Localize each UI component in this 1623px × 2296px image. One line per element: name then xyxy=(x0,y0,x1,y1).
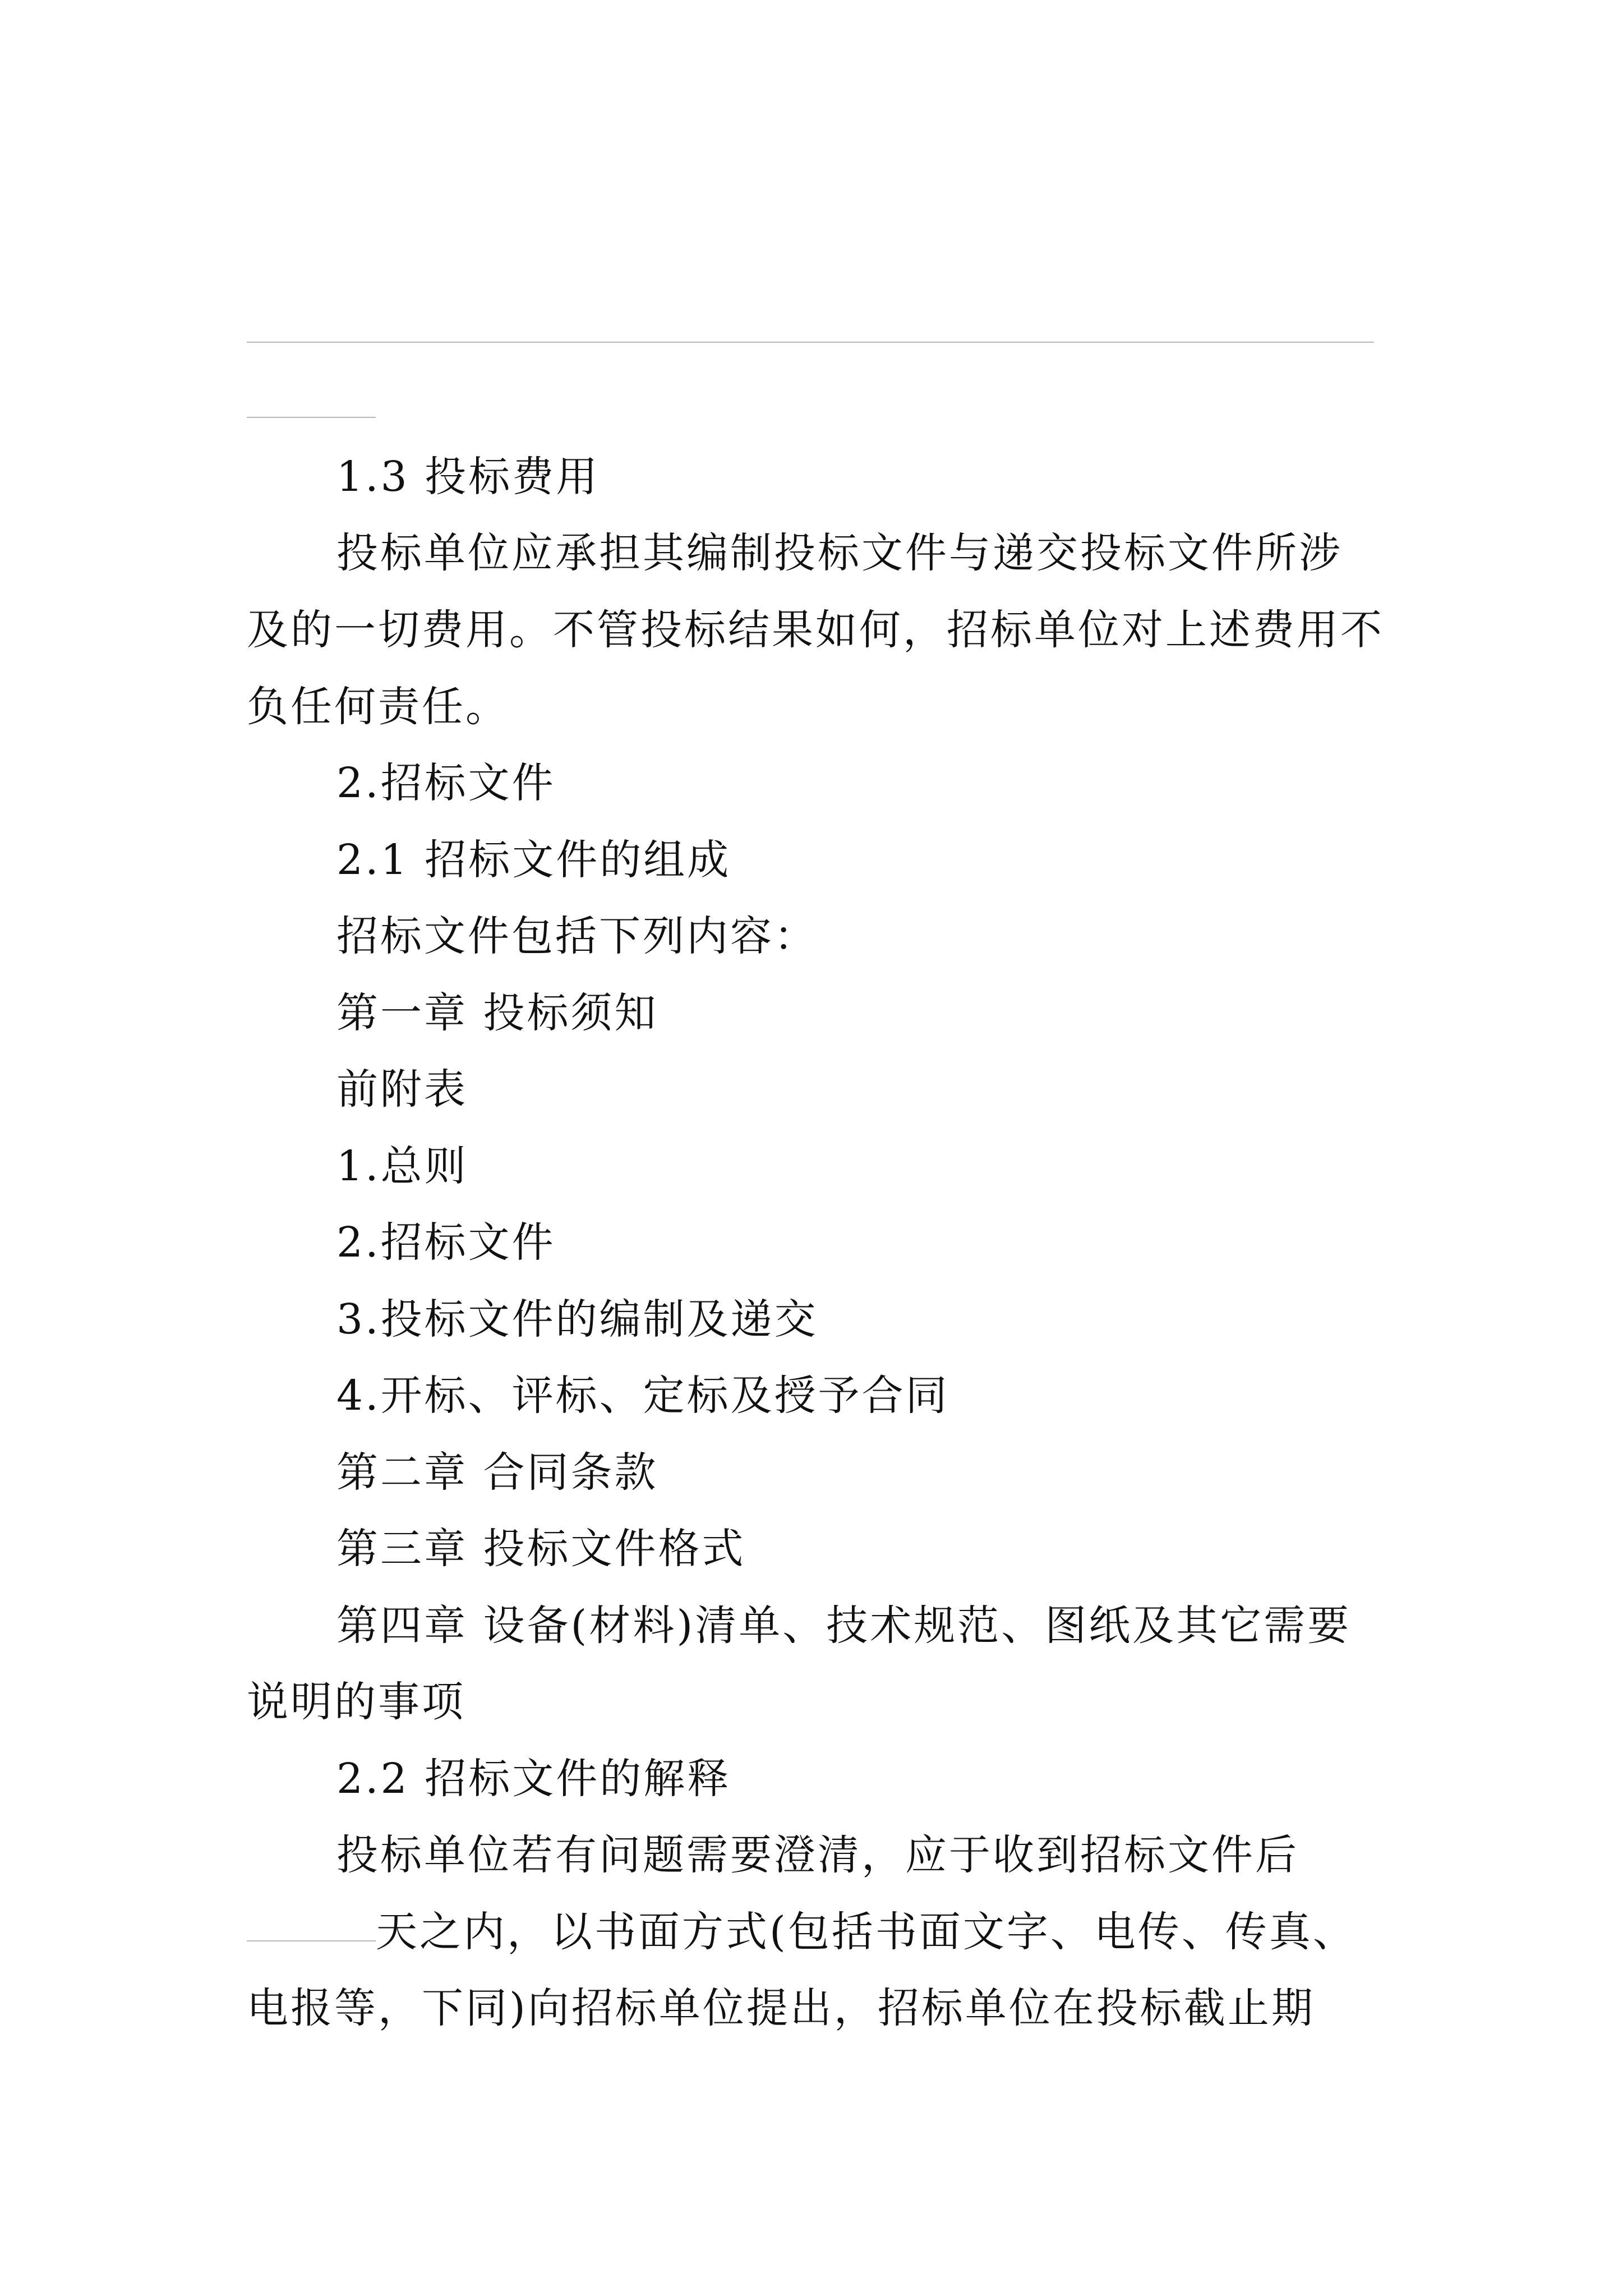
paragraph-line: 招标文件包括下列内容： xyxy=(336,912,818,960)
section-heading-1-3: 1.3 投标费用 xyxy=(336,453,600,501)
section-heading-2-2: 2.2 招标文件的解释 xyxy=(336,1755,731,1803)
paragraph-line: 及的一切费用。不管投标结果如何，招标单位对上述费用不 xyxy=(247,606,1384,654)
paragraph-line: 投标单位若有问题需要澄清，应于收到招标文件后 xyxy=(336,1831,1299,1879)
divider-line-short xyxy=(247,417,376,418)
section-heading-2-1: 2.1 招标文件的组成 xyxy=(336,836,731,884)
list-item: 第一章 投标须知 xyxy=(336,989,658,1037)
list-item: 第三章 投标文件格式 xyxy=(336,1525,746,1573)
list-item: 1.总则 xyxy=(336,1142,468,1190)
section-heading-2: 2.招标文件 xyxy=(336,759,556,807)
divider-line xyxy=(247,342,1374,343)
fill-in-blank xyxy=(247,1901,376,1941)
paragraph-line-with-blank xyxy=(247,1901,1391,1963)
list-item: 第四章 设备(材料)清单、技术规范、图纸及其它需要 xyxy=(336,1602,1352,1650)
list-item: 4.开标、评标、定标及授予合同 xyxy=(336,1372,949,1420)
paragraph-line-text: 天之内，以书面方式(包括书面文字、电传、传真、 xyxy=(376,1908,1357,1956)
list-item: 3.投标文件的编制及递交 xyxy=(336,1295,818,1343)
list-item: 第二章 合同条款 xyxy=(336,1448,658,1497)
list-item: 2.招标文件 xyxy=(336,1218,556,1267)
paragraph-line: 投标单位应承担其编制投标文件与递交投标文件所涉 xyxy=(336,529,1343,577)
paragraph-line: 负任何责任。 xyxy=(247,683,509,731)
list-item: 前附表 xyxy=(336,1065,468,1114)
list-item-continuation: 说明的事项 xyxy=(247,1678,465,1726)
paragraph-line: 电报等，下同)向招标单位提出，招标单位在投标截止期 xyxy=(247,1984,1315,2032)
